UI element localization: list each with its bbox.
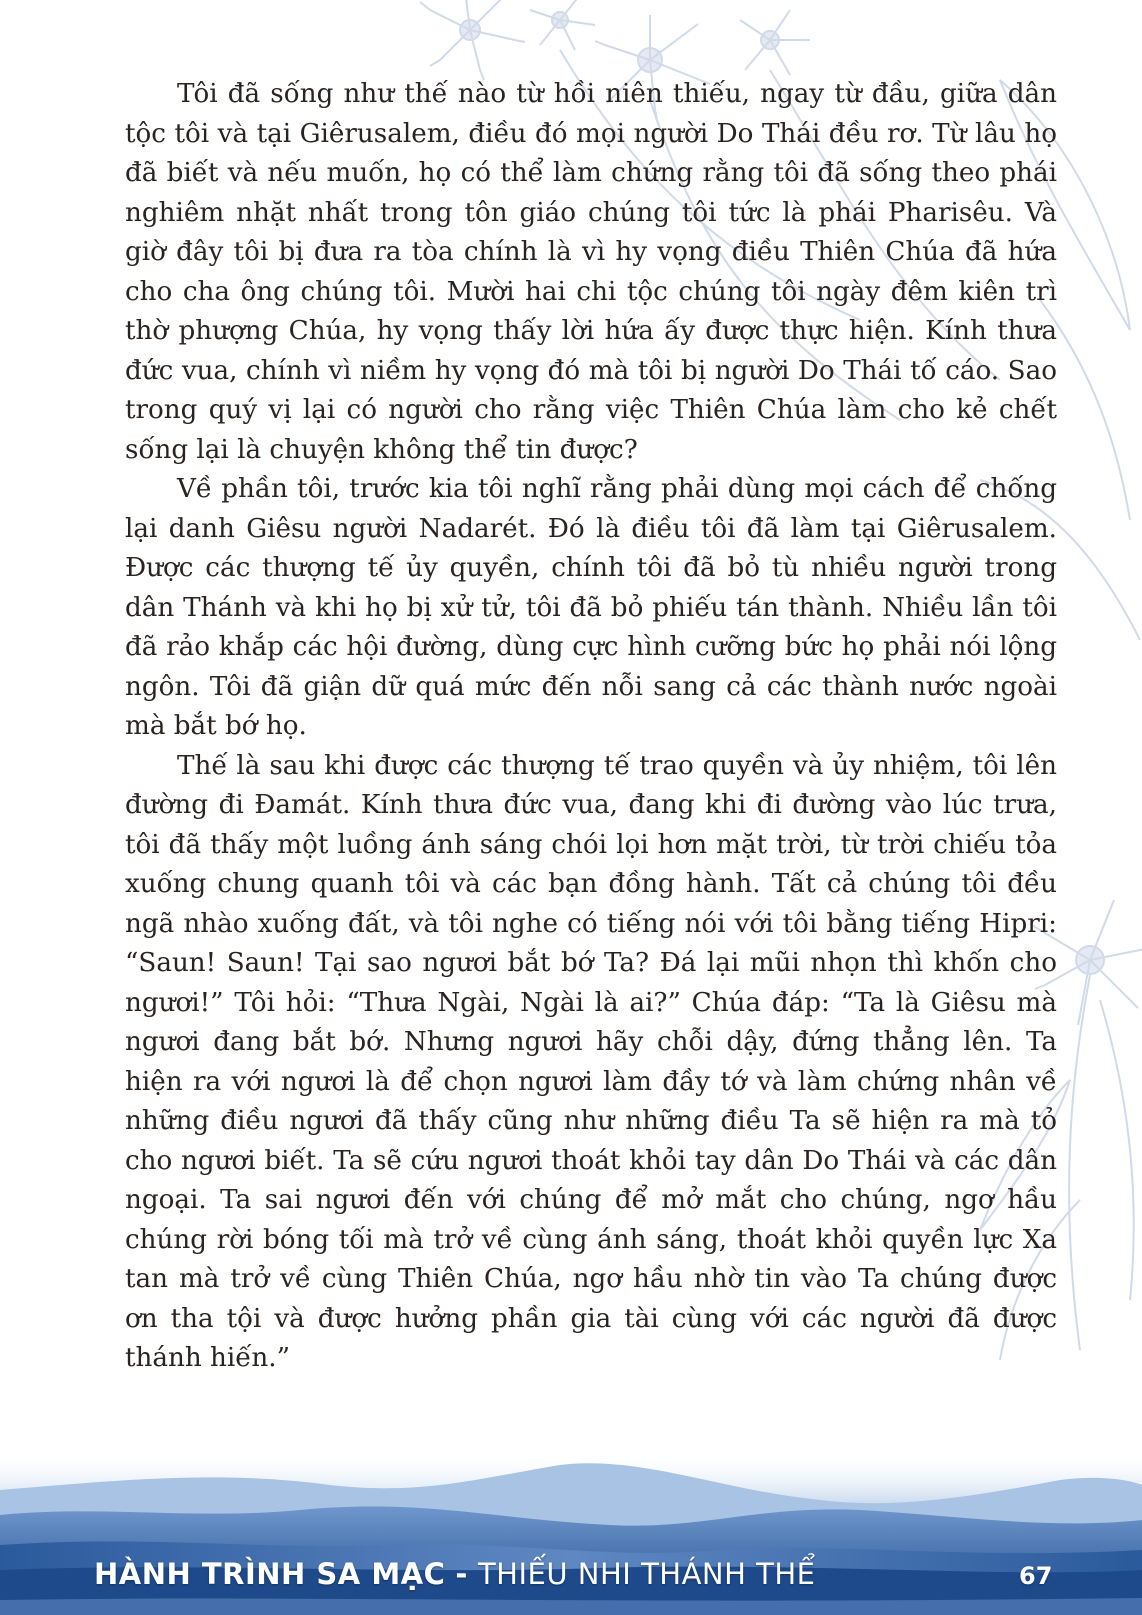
flower-icon bbox=[530, 0, 595, 50]
paragraph: Thế là sau khi được các thượng tế trao quyền và ủy nhiệm, tôi lên đường đi Đamát. Kính thưa đức vua, đang khi đi đường vào lúc trưa, tôi đã thấy một luồng ánh sáng chói lọi hơn mặt trời, từ trời chiếu tỏa xuống chung quanh tôi và các bạn đồng hành. Tất cả chúng tôi đều ngã nhào xuống đất, và tôi nghe có tiếng nói với tôi bằng tiếng Hipri: “Saun! Saun! Tại sao ngươi bắt bớ Ta? Đá lại mũi nhọn thì khốn cho ngươi!” Tôi hỏi: “Thưa Ngài, Ngài là ai?” Chúa đáp: “Ta là Giêsu mà ngươi đang bắt bớ. Nhưng ngươi hãy chỗi dậy, đứng thẳng lên. Ta hiện ra với ngươi là để chọn ngươi làm đầy tớ và làm chứng nhân về những điều ngươi đã thấy cũng như những điều Ta sẽ hiện ra mà tỏ cho ngươi biết. Ta sẽ cứu ngươi thoát khỏi tay dân Do Thái và các dân ngoại. Ta sai ngươi đến với chúng để mở mắt cho chúng, ngơ hầu chúng rời bóng tối mà trở về cùng ánh sáng, thoát khỏi quyền lực Xa tan mà trở về cùng Thiên Chúa, ngơ hầu nhờ tin vào Ta chúng được ơn tha tội và được hưởng phần gia tài cùng với các người đã được thánh hiến.” bbox=[125, 750, 1057, 1373]
flower-icon bbox=[740, 10, 810, 75]
title-separator: - bbox=[455, 1557, 468, 1591]
book-title-footer bbox=[94, 1557, 816, 1597]
book-title-main: HÀNH TRÌNH SA MẠC bbox=[94, 1557, 446, 1591]
body-text bbox=[125, 75, 1057, 1379]
book-title-sub: THIẾU NHI THÁNH THỂ bbox=[477, 1557, 816, 1591]
paragraph: Tôi đã sống như thế nào từ hồi niên thiếu, ngay từ đầu, giữa dân tộc tôi và tại Giêrusalem, điều đó mọi người Do Thái đều rơ. Từ lâu họ đã biết và nếu muốn, họ có thể làm chứng rằng tôi đã sống theo phái nghiêm nhặt nhất trong tôn giáo chúng tôi tức là phái Pharisêu. Và giờ đây tôi bị đưa ra tòa chính là vì hy vọng điều Thiên Chúa đã hứa cho cha ông chúng tôi. Mười hai chi tộc chúng tôi ngày đêm kiên trì thờ phượng Chúa, hy vọng thấy lời hứa ấy được thực hiện. Kính thưa đức vua, chính vì niềm hy vọng đó mà tôi bị người Do Thái tố cáo. Sao trong quý vị lại có người cho rằng việc Thiên Chúa làm cho kẻ chết sống lại là chuyện không thể tin được? bbox=[125, 79, 1057, 465]
paragraph: Về phần tôi, trước kia tôi nghĩ rằng phải dùng mọi cách để chống lại danh Giêsu người Nadarét. Đó là điều tôi đã làm tại Giêrusalem. Được các thượng tế ủy quyền, chính tôi đã bỏ tù nhiều người trong dân Thánh và khi họ bị xử tử, tôi đã bỏ phiếu tán thành. Nhiều lần tôi đã rảo khắp các hội đường, dùng cực hình cưỡng bức họ phải nói lộng ngôn. Tôi đã giận dữ quá mức đến nỗi sang cả các thành nước ngoài mà bắt bớ họ. bbox=[125, 474, 1057, 741]
flower-icon bbox=[420, 0, 525, 80]
page-number: 67 bbox=[1019, 1562, 1053, 1590]
